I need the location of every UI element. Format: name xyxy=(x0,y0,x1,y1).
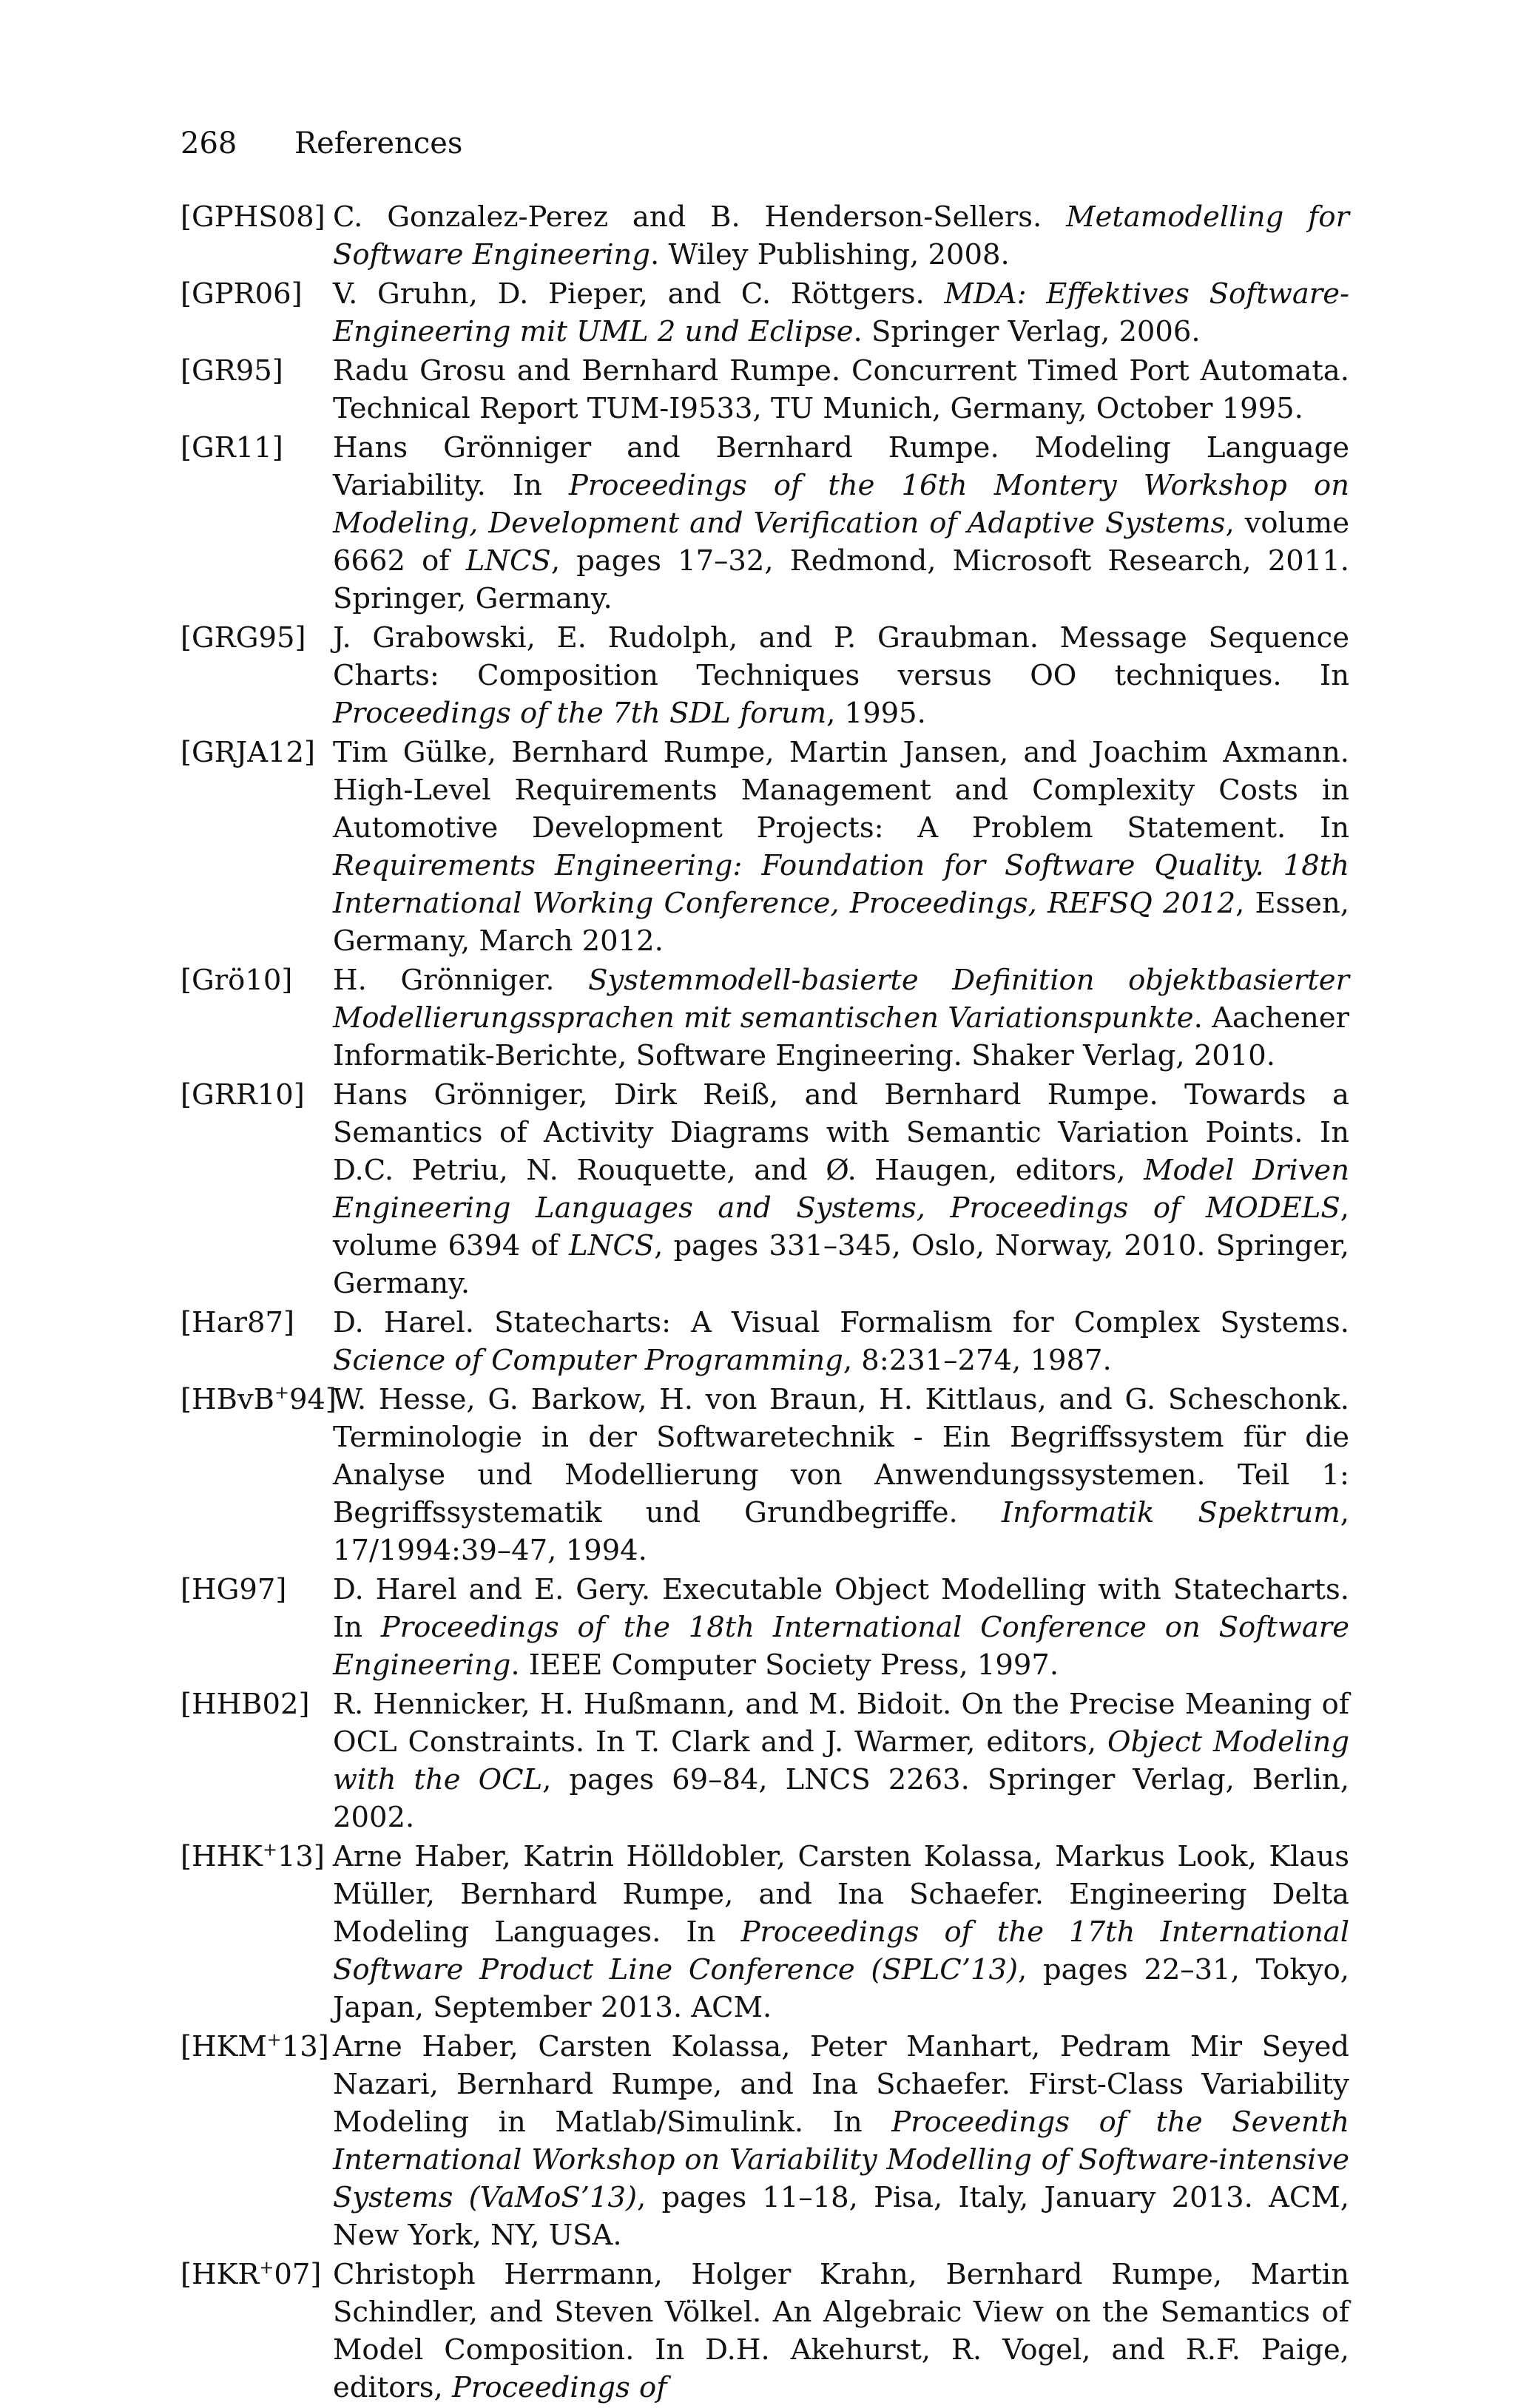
reference-text: D. Harel. Statecharts: A Visual Formalism for Complex Systems. Science of Computer Programming, 8:231–274, 1987. xyxy=(333,1306,1349,1377)
reference-text: R. Hennicker, H. Hußmann, and M. Bidoit. On the Precise Meaning of OCL Constraints. In T. Clark and J. Warmer, editors, Object Modeling with the OCL, pages 69–84, LNCS 2263. Springer Verlag, Berlin, 2002. xyxy=(333,1688,1349,1834)
reference-text: H. Grönniger. Systemmodell-basierte Definition objektbasierter Modellierungssprachen mit semantischen Variationspunkte. Aachener Informatik-Berichte, Software Engineering. Shaker Verlag, 2010. xyxy=(333,964,1350,1072)
reference-entry xyxy=(180,275,1349,351)
reference-entry xyxy=(180,2028,1349,2254)
reference-text: Tim Gülke, Bernhard Rumpe, Martin Jansen, and Joachim Axmann. High-Level Requirements Management and Complexity Costs in Automotive Development Projects: A Problem Statement. In Requirements Engineering: Foundation for Software Quality. 18th International Working Conference, Proceedings, REFSQ 2012, Essen, Germany, March 2012. xyxy=(333,736,1349,958)
reference-text: D. Harel and E. Gery. Executable Object Modelling with Statecharts. In Proceedings of the 18th International Conference on Software Engineering. IEEE Computer Society Press, 1997. xyxy=(333,1573,1349,1682)
reference-text: Hans Grönniger and Bernhard Rumpe. Modeling Language Variability. In Proceedings of the 16th Montery Workshop on Modeling, Development and Verification of Adaptive Systems, volume 6662 of LNCS, pages 17–32, Redmond, Microsoft Research, 2011. Springer, Germany. xyxy=(333,431,1349,615)
reference-entry xyxy=(180,1076,1349,1302)
reference-key: [Grö10] xyxy=(180,964,293,997)
reference-entry xyxy=(180,734,1349,960)
reference-text: V. Gruhn, D. Pieper, and C. Röttgers. MDA: Effektives Software-Engineering mit UML 2 und Eclipse. Springer Verlag, 2006. xyxy=(333,277,1349,348)
reference-key: [GRJA12] xyxy=(180,736,316,769)
reference-entry xyxy=(180,1304,1349,1379)
reference-key: [HHK+13] xyxy=(180,1839,325,1873)
page-number: 268 xyxy=(180,126,237,160)
running-head-title: References xyxy=(294,126,463,160)
reference-entry xyxy=(180,2256,1349,2407)
reference-text: C. Gonzalez-Perez and B. Henderson-Sellers. Metamodelling for Software Engineering. Wiley Publishing, 2008. xyxy=(333,200,1349,271)
reference-entry xyxy=(180,1571,1349,1684)
reference-key: [GRR10] xyxy=(180,1078,305,1112)
reference-entry xyxy=(180,429,1349,618)
reference-text: Hans Grönniger, Dirk Reiß, and Bernhard Rumpe. Towards a Semantics of Activity Diagrams with Semantic Variation Points. In D.C. Petriu, N. Rouquette, and Ø. Haugen, editors, Model Driven Engineering Languages and Systems, Proceedings of MODELS, volume 6394 of LNCS, pages 331–345, Oslo, Norway, 2010. Springer, Germany. xyxy=(333,1078,1350,1300)
reference-key: [HHB02] xyxy=(180,1688,310,1721)
reference-text: W. Hesse, G. Barkow, H. von Braun, H. Kittlaus, and G. Scheschonk. Terminologie in der Softwaretechnik - Ein Begriffssystem für die Analyse und Modellierung von Anwendungssystemen. Teil 1: Begriffssystematik und Grundbegriffe. Informatik Spektrum, 17/1994:39–47, 1994. xyxy=(333,1383,1349,1567)
reference-entry xyxy=(180,1685,1349,1836)
reference-text: Radu Grosu and Bernhard Rumpe. Concurrent Timed Port Automata. Technical Report TUM-I9533, TU Munich, Germany, October 1995. xyxy=(333,354,1349,425)
reference-entry xyxy=(180,619,1349,732)
reference-key-superscript: + xyxy=(262,1839,277,1861)
reference-key: [HG97] xyxy=(180,1573,287,1606)
reference-key: [GRG95] xyxy=(180,621,306,655)
reference-key-superscript: + xyxy=(266,2029,282,2051)
reference-entry xyxy=(180,198,1349,274)
reference-entry xyxy=(180,1381,1349,1569)
reference-key: [GR95] xyxy=(180,354,283,388)
reference-key-superscript: + xyxy=(274,1382,289,1404)
reference-entry xyxy=(180,1838,1349,2026)
reference-key: [Har87] xyxy=(180,1306,294,1339)
reference-key: [HKR+07] xyxy=(180,2257,322,2291)
reference-key: [HKM+13] xyxy=(180,2029,329,2063)
reference-key: [GPHS08] xyxy=(180,200,325,234)
reference-text: J. Grabowski, E. Rudolph, and P. Graubman. Message Sequence Charts: Composition Techniques versus OO techniques. In Proceedings of the 7th SDL forum, 1995. xyxy=(333,621,1349,730)
reference-entry xyxy=(180,961,1349,1075)
reference-text: Arne Haber, Katrin Hölldobler, Carsten Kolassa, Markus Look, Klaus Müller, Bernhard Rumpe, and Ina Schaefer. Engineering Delta Modeling Languages. In Proceedings of the 17th International Software Product Line Conference (SPLC’13), pages 22–31, Tokyo, Japan, September 2013. ACM. xyxy=(333,1840,1350,2024)
reference-key-superscript: + xyxy=(259,2257,274,2279)
reference-key: [HBvB+94] xyxy=(180,1382,337,1416)
reference-key: [GR11] xyxy=(180,431,283,464)
running-header xyxy=(180,123,462,164)
reference-entry xyxy=(180,352,1349,427)
reference-text: Christoph Herrmann, Holger Krahn, Bernhard Rumpe, Martin Schindler, and Steven Völkel. An Algebraic View on the Semantics of Model Composition. In D.H. Akehurst, R. Vogel, and R.F. Paige, editors, Proceedings of xyxy=(333,2258,1349,2404)
reference-text: Arne Haber, Carsten Kolassa, Peter Manhart, Pedram Mir Seyed Nazari, Bernhard Rumpe, and Ina Schaefer. First-Class Variability Modeling in Matlab/Simulink. In Proceedings of the Seventh International Workshop on Variability Modelling of Software-intensive Systems (VaMoS’13), pages 11–18, Pisa, Italy, January 2013. ACM, New York, NY, USA. xyxy=(333,2030,1349,2252)
reference-list xyxy=(180,198,1349,2408)
reference-key: [GPR06] xyxy=(180,277,303,311)
